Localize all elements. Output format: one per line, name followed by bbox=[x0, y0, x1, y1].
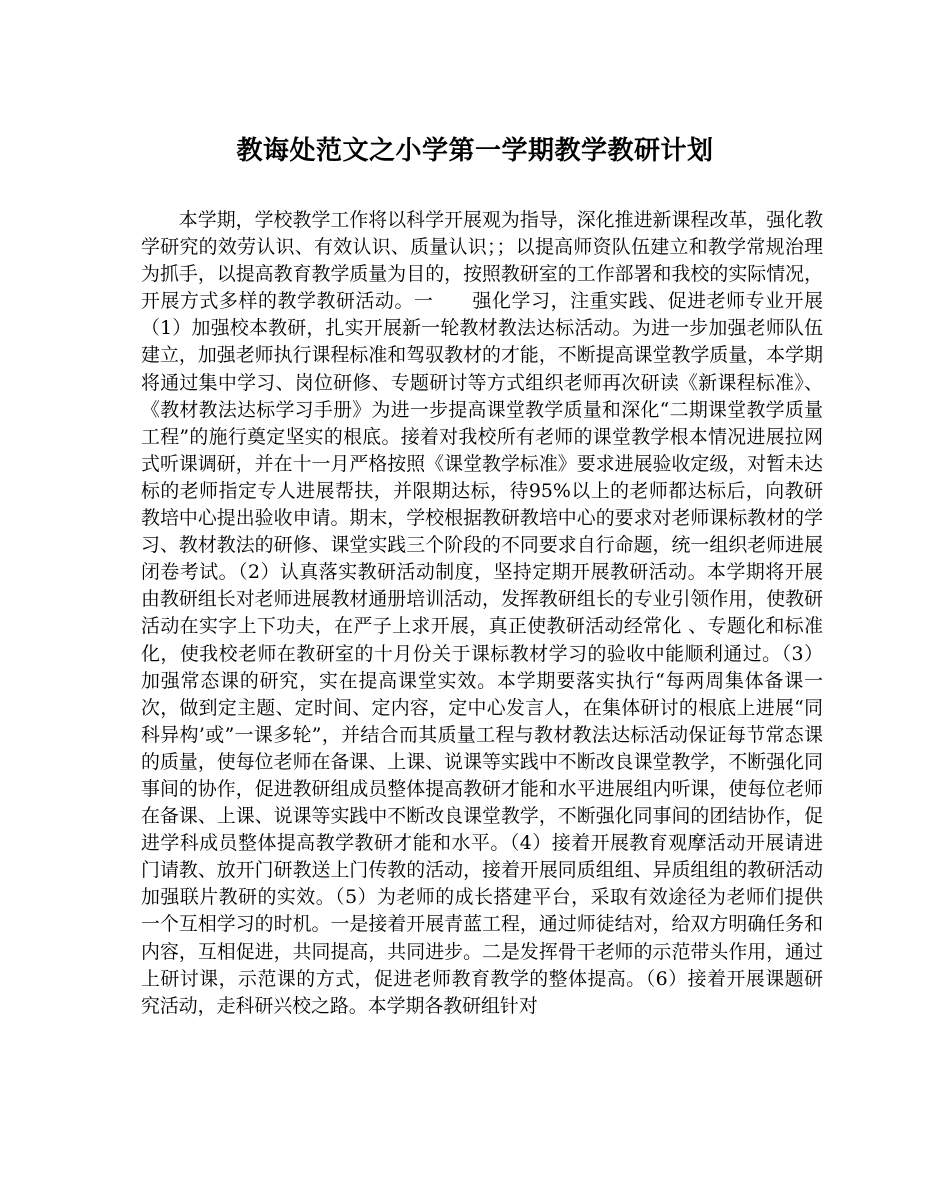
document-title: 教诲处范文之小学第一学期教学教研计划 bbox=[236, 136, 714, 166]
document-body-paragraph: 本学期，学校教学工作将以科学开展观为指导，深化推进新课程改革，强化教学研究的效劳认识、有效认识、质量认识；；以提高师资队伍建立和教学常规治理为抓手，以提高教育教学质量为目的，按照教研室的工作部署和我校的实际情况，开展方式多样的教学教研活动。一 强化学习，注重实践、促进老师专业开展 （1）加强校本教研，扎实开展新一轮教材教法达标活动。为进一步加强老师队伍建立，加强老师执行课程标准和驾驭教材的才能，不断提高课堂教学质量，本学期将通过集中学习、岗位研修、专题研讨等方式组织老师再次研读《新课程标准》、《教材教法达标学习手册》为进一步提高课堂教学质量和深化“二期课堂教学质量工程”的施行奠定坚实的根底。接着对我校所有老师的课堂教学根本情况进展拉网式听课调研，并在十一月严格按照《课堂教学标准》要求进展验收定级，对暂未达标的老师指定专人进展帮扶，并限期达标，待95%以上的老师都达标后，向教研教培中心提出验收申请。期末，学校根据教研教培中心的要求对老师课标教材的学习、教材教法的研修、课堂实践三个阶段的不同要求自行命题，统一组织老师进展闭卷考试。（2）认真落实教研活动制度，坚持定期开展教研活动。本学期将开展由教研组长对老师进展教材通册培训活动，发挥教研组长的专业引领作用，使教研活动在实字上下功夫，在严子上求开展，真正使教研活动经常化 、专题化和标准化，使我校老师在教研室的十月份关于课标教材学习的验收中能顺利通过。（3）加强常态课的研究，实在提高课堂实效。本学期要落实执行“每两周集体备课一次，做到定主题、定时间、定内容，定中心发言人，在集体研讨的根底上进展“同科异构’或”一课多轮”，并结合而其质量工程与教材教法达标活动保证每节常态课的质量，使每位老师在备课、上课、说课等实践中不断改良课堂教学，不断强化同事间的协作，促进教研组成员整体提高教研才能和水平进展组内听课，使每位老师在备课、上课、说课等实践中不断改良课堂教学，不断强化同事间的团结协作，促进学科成员整体提高教学教研才能和水平。（4）接着开展教育观摩活动开展请进门请教、放开门研教送上门传教的活动，接着开展同质组组、异质组组的教研活动加强联片教研的实效。（5）为老师的成长搭建平台，采取有效途径为老师们提供一个互相学习的时机。一是接着开展青蓝工程，通过师徒结对，给双方明确任务和内容，互相促进，共同提高，共同进步。二是发挥骨干老师的示范带头作用，通过上研讨课，示范课的方式，促进老师教育教学的整体提高。（6）接着开展课题研究活动，走科研兴校之路。本学期各教研组针对 bbox=[141, 209, 823, 1017]
